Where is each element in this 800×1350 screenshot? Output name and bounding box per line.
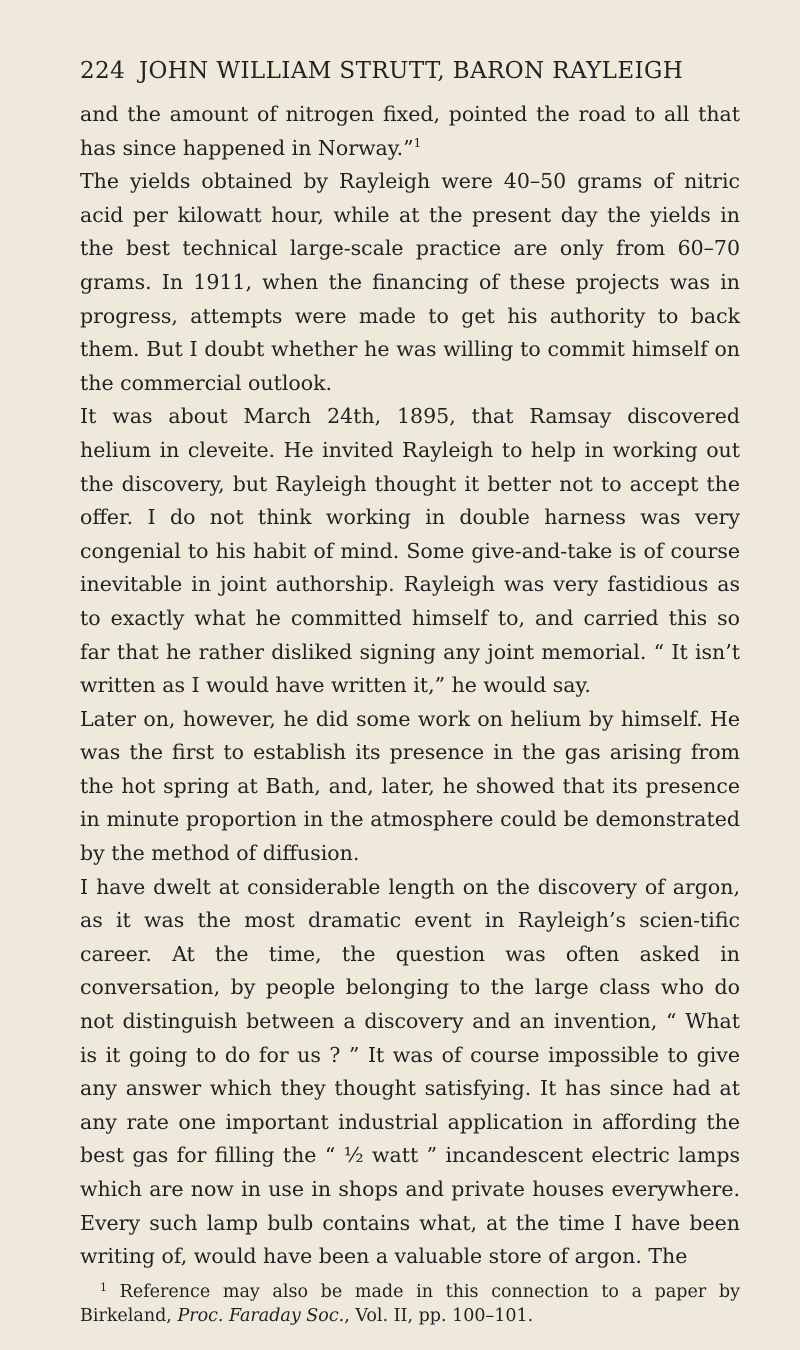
body-text xyxy=(80,98,740,1274)
footnote-journal: Proc. Faraday Soc. xyxy=(177,1305,345,1326)
footnote-text-before: Reference may also be made in this connection to a paper by Birkeland, xyxy=(80,1281,740,1326)
running-head xyxy=(80,58,740,84)
footnote-marker: 1 xyxy=(100,1280,107,1294)
paragraph-2: The yields obtained by Rayleigh were 40–50 grams of nitric acid per kilowatt hour, while at the present day the yields in the best technical large-scale practice are only from 60–70 grams. In 1911, when the financing of these projects was in progress, attempts were made to get his authority to back them. But I doubt whether he was willing to commit himself on the commercial outlook. xyxy=(80,169,740,395)
paragraph-1 xyxy=(80,98,740,165)
footnote-ref: 1 xyxy=(413,135,422,150)
footnote xyxy=(80,1280,740,1328)
running-title: JOHN WILLIAM STRUTT, BARON RAYLEIGH xyxy=(138,58,684,84)
paragraph-3: It was about March 24th, 1895, that Ramsay discovered helium in cleveite. He invited Rayleigh to help in working out the discovery, but Rayleigh thought it better not to accept the offer. I do not think working in double harness was very congenial to his habit of mind. Some give-and-take is of course inevitable in joint authorship. Rayleigh was very fastidious as to exactly what he committed himself to, and carried this so far that he rather disliked signing any joint memorial. “ It isn’t written as I would have written it,” he would say. xyxy=(80,404,740,698)
paragraph-4: Later on, however, he did some work on helium by himself. He was the first to establish its presence in the gas arising from the hot spring at Bath, and, later, he showed that its presence in minute proportion in the atmosphere could be demonstrated by the method of diffusion. xyxy=(80,706,740,866)
paragraph-5: I have dwelt at considerable length on the discovery of argon, as it was the most dramatic event in Rayleigh’s scien-tific career. At the time, the question was often asked in conversation, by people belonging to the large class who do not distinguish between a discovery and an invention, “ What is it going to do for us ? ” It was of course impossible to give any answer which they thought satisfying. It has since had at any rate one important industrial application in affording the best gas for filling the “ ½ watt ” incandescent electric lamps which are now in use in shops and private houses everywhere. Every such lamp bulb contains what, at the time I have been writing of, would have been a valuable store of argon. The xyxy=(80,874,740,1269)
footnote-text-after: , Vol. II, pp. 100–101. xyxy=(344,1305,534,1326)
paragraph-1-text: and the amount of nitrogen fixed, pointed the road to all that has since happened in Norway.” xyxy=(80,102,740,160)
page-number: 224 xyxy=(80,58,126,84)
